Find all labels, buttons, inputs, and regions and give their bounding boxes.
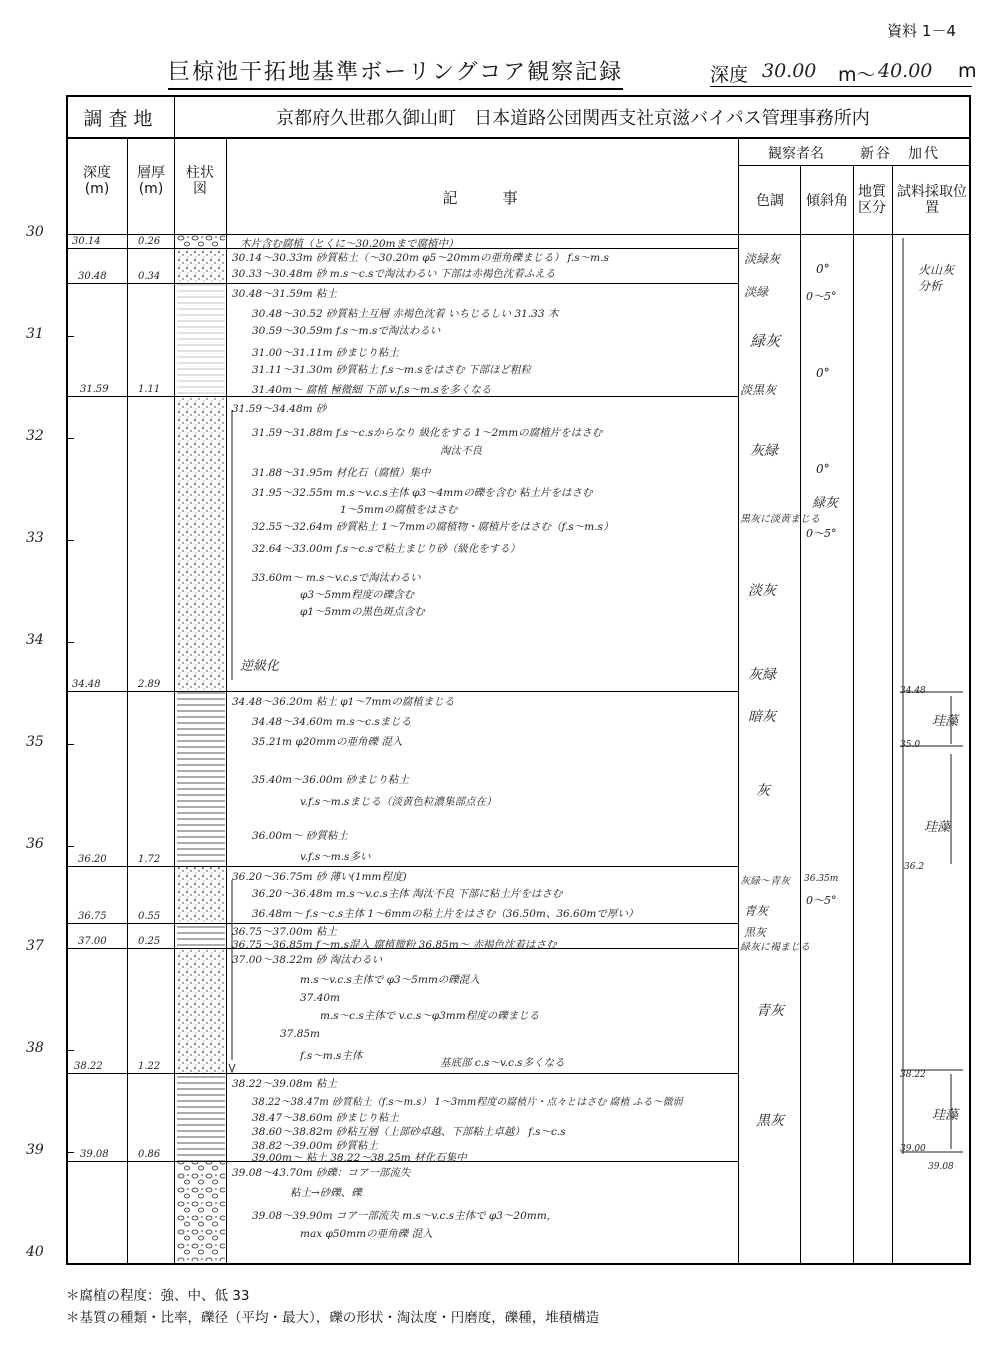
divider bbox=[174, 95, 175, 1265]
depth-tick: 30 bbox=[26, 224, 44, 240]
note: 36.00m～ 砂質粘土 bbox=[252, 830, 348, 842]
color-value: 暗灰 bbox=[748, 709, 776, 725]
layer-boundary bbox=[66, 283, 738, 284]
layer-boundary bbox=[66, 691, 738, 692]
depth-tick: 38 bbox=[26, 1040, 44, 1056]
sample-value: 珪藻 bbox=[932, 714, 959, 729]
note: v.f.s～m.sまじる（淡黄色粒濃集部点在） bbox=[300, 796, 497, 808]
grading-arrows bbox=[226, 400, 242, 1100]
note: 33.60m～ m.s～v.c.sで淘汰わるい bbox=[252, 572, 421, 584]
note: 30.48～30.52 砂質粘土互層 赤褐色沈着 いちじるしい 31.33 木 bbox=[252, 308, 559, 320]
layer-depth: 36.75 bbox=[78, 911, 107, 922]
footnote: ＊基質の種類・比率，礫径（平均・最大），礫の形状・淘汰度・円磨度，礫種，堆積構造 bbox=[66, 1310, 600, 1326]
header-description: 記 事 bbox=[442, 189, 518, 207]
tick-mark bbox=[66, 744, 74, 745]
note: 30.48～31.59m 粘土 bbox=[232, 288, 337, 300]
note: 31.59～34.48m 砂 bbox=[232, 403, 327, 415]
layer-thickness: 0.86 bbox=[138, 1149, 161, 1160]
divider bbox=[853, 165, 854, 1265]
color-value: 灰 bbox=[756, 783, 770, 799]
depth-to: 40.00 bbox=[878, 60, 933, 82]
depth-range bbox=[710, 60, 977, 87]
note: 31.88～31.95m 材化石（腐植）集中 bbox=[252, 467, 431, 479]
depth-tick: 31 bbox=[26, 326, 44, 342]
depth-tick: 35 bbox=[26, 734, 44, 750]
note: 30.14～30.33m 砂質粘土（～30.20m φ5～20mmの亜角礫まじる） f.s～m.s bbox=[232, 252, 609, 264]
page-title: 巨椋池干拓地基準ボーリングコア観察記録 bbox=[168, 55, 623, 90]
observer-name: 新谷 加代 bbox=[860, 146, 940, 162]
note: 32.55～32.64m 砂質粘土 1～7mmの腐植物・腐植片をはさむ（f.s～m.s） bbox=[252, 521, 614, 533]
note: 36.20～36.75m 砂 薄い(1mm程度) bbox=[232, 871, 407, 883]
dip-value: 0～5° bbox=[806, 527, 837, 540]
footnote: ＊腐植の程度：強、中、低 33 bbox=[66, 1288, 250, 1304]
depth-tick: 36 bbox=[26, 836, 44, 852]
layer-boundary bbox=[66, 923, 738, 924]
depth-tick: 39 bbox=[26, 1142, 44, 1158]
note: 木片含む腐植（とくに～30.20mまで腐植中） bbox=[240, 238, 459, 250]
location-value: 京都府久世郡久御山町 日本道路公団関西支社京滋バイパス管理事務所内 bbox=[276, 108, 870, 129]
divider bbox=[738, 165, 971, 166]
layer-thickness: 0.25 bbox=[138, 936, 161, 947]
note: 30.33～30.48m 砂 m.s～c.sで淘汰わるい 下部は赤褐色沈着ふえる bbox=[232, 268, 556, 280]
note: m.s～v.c.s主体で φ3～5mmの礫混入 bbox=[300, 974, 480, 986]
layer-depth: 38.22 bbox=[74, 1061, 103, 1072]
note: 37.40m bbox=[300, 992, 341, 1004]
layer-thickness: 0.34 bbox=[138, 271, 161, 282]
depth-tick: 33 bbox=[26, 530, 44, 546]
tick-mark bbox=[66, 1152, 74, 1153]
note: 淘汰不良 bbox=[440, 445, 482, 457]
depth-tick: 34 bbox=[26, 632, 44, 648]
note: 39.08～43.70m 砂礫：コア一部流失 bbox=[232, 1167, 411, 1179]
note: 36.75～36.85m f～m.s混入 腐植微粉 36.85m～ 赤褐色沈着はさむ bbox=[232, 939, 557, 951]
color-value: 灰緑 bbox=[748, 667, 776, 683]
color-value: 緑灰 bbox=[750, 332, 781, 350]
note: 38.22～38.47m 砂質粘土（f.s～m.s） 1～3mm程度の腐植片・点々とはさむ 腐植 ふる～微弱 bbox=[252, 1097, 683, 1108]
color-value: 灰緑 bbox=[750, 443, 778, 459]
note: 37.00～38.22m 砂 淘汰わるい bbox=[232, 954, 383, 966]
layer-thickness: 0.55 bbox=[138, 911, 161, 922]
color-value: 青灰 bbox=[744, 904, 769, 918]
layer-depth: 36.20 bbox=[78, 854, 107, 865]
depth-unit2: m bbox=[958, 60, 977, 82]
observer-label: 観察者名 bbox=[768, 146, 824, 162]
color-value: 青灰 bbox=[756, 1003, 784, 1019]
dip-value: 36.35m bbox=[804, 874, 839, 884]
layer-boundary bbox=[66, 1073, 738, 1074]
layer-thickness: 0.26 bbox=[138, 236, 161, 247]
divider bbox=[127, 139, 128, 1265]
tick-mark bbox=[66, 336, 74, 337]
note: 粘土→砂礫、礫 bbox=[290, 1187, 362, 1199]
note: 38.82～39.00m 砂質粘土 bbox=[252, 1140, 378, 1152]
layer-depth: 37.00 bbox=[78, 936, 107, 947]
note: 39.00m～ 粘土 38.22～38.25m 材化石集中 bbox=[252, 1152, 467, 1164]
note: f.s～m.s主体 bbox=[300, 1050, 363, 1062]
color-value: 淡緑灰 bbox=[744, 252, 781, 266]
note: 34.48～34.60m m.s～c.sまじる bbox=[252, 716, 412, 728]
note: 31.40m～ 腐植 極微細 下部 v.f.s～m.sを多くなる bbox=[252, 384, 492, 396]
layer-depth: 30.48 bbox=[78, 271, 107, 282]
sample-value: 39.00 bbox=[900, 1144, 926, 1154]
note: 31.95～32.55m m.s～v.c.s主体 φ3～4mmの礫を含む 粘土片をはさむ bbox=[252, 487, 593, 499]
dip-value: 0～5° bbox=[806, 894, 837, 907]
note: 32.64～33.00m f.s～c.sで粘土まじり砂（級化をする） bbox=[252, 543, 521, 555]
depth-unit1: m～ bbox=[838, 64, 876, 86]
sample-value: 火山灰分析 bbox=[918, 263, 955, 293]
note: 36.48m～ f.s～c.s主体 1～6mmの粘土片をはさむ（36.50m、36.60mで厚い） bbox=[252, 908, 639, 920]
geo-unit-value: 緑灰 bbox=[812, 496, 839, 511]
depth-tick: 37 bbox=[26, 938, 44, 954]
header-depth: 深度(m) bbox=[83, 165, 111, 197]
sample-value: 珪藻 bbox=[924, 820, 951, 835]
note: 31.00～31.11m 砂まじり粘土 bbox=[252, 347, 399, 359]
tick-mark bbox=[66, 846, 74, 847]
layer-depth: 34.48 bbox=[72, 679, 101, 690]
header-color: 色調 bbox=[756, 193, 784, 209]
layer-depth: 31.59 bbox=[80, 384, 109, 395]
color-value: 淡緑 bbox=[744, 285, 769, 299]
note: 38.60～38.82m 砂粘互層（上部砂卓越、下部粘土卓越） f.s～c.s bbox=[252, 1126, 566, 1138]
sample-value: 珪藻 bbox=[932, 1108, 959, 1123]
note: 37.85m bbox=[280, 1028, 321, 1040]
sample-value: 39.08 bbox=[928, 1162, 954, 1172]
note: 逆級化 bbox=[240, 659, 280, 674]
layer-boundary bbox=[66, 866, 738, 867]
location-label: 調査地 bbox=[83, 108, 159, 130]
layer-depth: 30.14 bbox=[72, 236, 101, 247]
document-reference: 資料 1－4 bbox=[887, 22, 956, 40]
note: v.f.s～m.s多い bbox=[300, 851, 371, 863]
note: m.s～c.s主体で v.c.s～φ3mm程度の礫まじる bbox=[320, 1010, 540, 1022]
tick-mark bbox=[66, 438, 74, 439]
note: 基底部 c.s～v.c.s多くなる bbox=[440, 1057, 565, 1069]
header-column: 柱状図 bbox=[186, 165, 214, 197]
color-value: 淡灰 bbox=[748, 583, 776, 599]
divider bbox=[738, 139, 739, 1265]
note: 36.20～36.48m m.s～v.c.s主体 淘汰不良 下部に粘土片をはさむ bbox=[252, 888, 563, 900]
color-value: 黒灰 bbox=[744, 926, 766, 939]
layer-thickness: 2.89 bbox=[138, 679, 161, 690]
color-value: 淡黒灰 bbox=[740, 383, 777, 397]
sample-value: 38.22 bbox=[900, 1070, 926, 1080]
note: max φ50mmの亜角礫 混入 bbox=[300, 1228, 433, 1240]
header-geo-unit: 地質区分 bbox=[858, 184, 886, 216]
note: 38.47～38.60m 砂まじり粘土 bbox=[252, 1112, 399, 1124]
layer-thickness: 1.72 bbox=[138, 854, 161, 865]
tick-mark bbox=[66, 1050, 74, 1051]
sample-value: 35.0 bbox=[900, 740, 921, 750]
dip-value: 0° bbox=[816, 262, 830, 276]
note: 35.21m φ20mmの亜角礫 混入 bbox=[252, 736, 403, 748]
sample-value: 36.2 bbox=[904, 862, 925, 872]
note: 35.40m～36.00m 砂まじり粘土 bbox=[252, 774, 409, 786]
note: 34.48～36.20m 粘土 φ1～7mmの腐植まじる bbox=[232, 696, 455, 708]
note: φ1～5mmの黒色斑点含む bbox=[300, 606, 425, 618]
sample-markers bbox=[893, 234, 971, 1264]
layer-thickness: 1.22 bbox=[138, 1061, 161, 1072]
layer-depth: 39.08 bbox=[80, 1149, 109, 1160]
note: 31.11～31.30m 砂質粘土 f.s～m.sをはさむ 下部ほど粗粒 bbox=[252, 364, 532, 376]
note: 31.59～31.88m f.s～c.sからなり 級化をする 1～2mmの腐植片をはさむ bbox=[252, 427, 603, 439]
dip-value: 0° bbox=[816, 462, 830, 476]
depth-tick: 40 bbox=[26, 1244, 44, 1260]
note: 38.22～39.08m 粘土 bbox=[232, 1078, 337, 1090]
header-sample: 試料採取位置 bbox=[897, 184, 967, 216]
note: 1～5mmの腐植をはさむ bbox=[340, 504, 458, 516]
tick-mark bbox=[66, 540, 74, 541]
depth-range-label: 深度 bbox=[710, 64, 749, 86]
note: 39.08～39.90m コア一部流失 m.s～v.c.s主体で φ3～20mm, bbox=[252, 1210, 551, 1222]
sample-value: 34.48 bbox=[900, 686, 926, 696]
note: 36.75～37.00m 粘土 bbox=[232, 926, 337, 938]
depth-tick: 32 bbox=[26, 428, 44, 444]
divider bbox=[800, 165, 801, 1265]
note: 30.59～30.59m f.s～m.sで淘汰わるい bbox=[252, 325, 441, 337]
header-dip: 傾斜角 bbox=[806, 193, 848, 209]
color-value: 黒灰に淡黄まじる bbox=[740, 514, 820, 525]
dip-value: 0～5° bbox=[806, 290, 837, 303]
tick-mark bbox=[66, 642, 74, 643]
color-value: 黒灰 bbox=[756, 1113, 784, 1129]
color-value: 緑灰に褐まじる bbox=[740, 942, 810, 953]
note: φ3～5mm程度の礫含む bbox=[300, 589, 415, 601]
columnar-section bbox=[177, 234, 225, 1264]
color-value: 灰緑～青灰 bbox=[740, 876, 790, 887]
layer-thickness: 1.11 bbox=[138, 384, 161, 395]
depth-from: 30.00 bbox=[762, 60, 817, 82]
dip-value: 0° bbox=[816, 366, 830, 380]
header-thickness: 層厚(m) bbox=[137, 165, 165, 197]
